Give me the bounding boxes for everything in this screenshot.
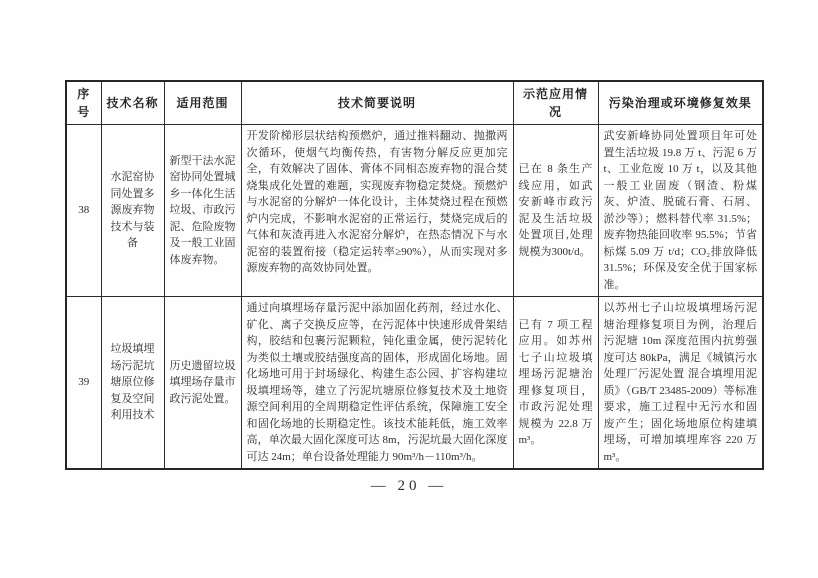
scope-cell: 新型干法水泥窑协同处置城乡一体化生活垃圾、市政污泥、危险废物及一般工业固体废弃物。 xyxy=(164,125,241,297)
tech-name-cell: 垃圾填埋场污泥坑塘原位修复及空间利用技术 xyxy=(101,297,164,470)
technology-table xyxy=(65,80,764,470)
tech-name-cell: 水泥窑协同处置多源废弃物技术与装备 xyxy=(101,125,164,297)
row-index: 38 xyxy=(66,125,101,297)
scope-cell: 历史遗留垃圾填埋场存量市政污泥处置。 xyxy=(164,297,241,470)
effect-cell: 以苏州七子山垃圾填埋场污泥塘治理修复项目为例，治理后污泥塘 10m 深度范围内抗剪强度可达 80kPa，满足《城镇污水处理厂污泥处置 混合填埋用泥质》（GB/T 23485-2009）等标准要求，施工过程中无污水和固废产生；固化场地原位构建填埋场，可增加填埋库容 220 万 m³。 xyxy=(598,297,763,470)
table-row xyxy=(66,297,763,470)
col-header-tech-name: 技术名称 xyxy=(101,81,164,125)
row-index: 39 xyxy=(66,297,101,470)
description-cell: 开发阶梯形层状结构预燃炉，通过推料翻动、抛撒两次循环，使烟气均衡传热，有害物分解反应更加完全，有效解决了固体、膏体不同相态废弃物的混合焚烧集成化处置的难题，实现废弃物稳定焚烧。预燃炉与水泥窑的分解炉一体化设计，主体焚烧过程在预燃炉内完成，不影响水泥窑的正常运行，焚烧完成后的气体和灰渣再进入水泥窑分解炉，在热态情况下与水泥窑的装置衔接（稳定运转率≥90%），从而实现对多源废弃物的高效协同处置。 xyxy=(241,125,513,297)
col-header-description: 技术简要说明 xyxy=(241,81,513,125)
col-header-index: 序号 xyxy=(66,81,101,125)
effect-cell: 武安新峰协同处置项目年可处置生活垃圾 19.8 万 t、污泥 6 万 t、工业危废 10 万 t，以及其他一般工业固废（钢渣、粉煤灰、炉渣、脱硫石膏、石屑、淤沙等）；燃料替代率 31.5%；废弃物热能回收率 95.5%；节省标煤 5.09 万 t/d；CO₂排放降低 31.5%；环保及安全优于国家标准。 xyxy=(598,125,763,297)
application-cell: 已有 7 项工程应用。如苏州七子山垃圾填埋场污泥塘治理修复项目，市政污泥处理规模为 22.8 万 m³。 xyxy=(513,297,598,470)
application-cell: 已在 8 条生产线应用，如武安新峰市政污泥及生活垃圾处置项目,处理规模为300t/d。 xyxy=(513,125,598,297)
page-number: — 20 — xyxy=(370,478,448,494)
table-row xyxy=(66,125,763,297)
description-cell: 通过向填埋场存量污泥中添加固化药剂，经过水化、矿化、离子交换反应等，在污泥体中快速形成骨架结构，胶结和包裹污泥颗粒，钝化重金属，使污泥转化为类似土壤或胶结强度高的固体，形成固化场地。固化场地可用于封场绿化、构建生态公园、扩容构建垃圾填埋场等，建立了污泥坑塘原位修复技术及土地资源空间利用的全周期稳定性评估系统，保障施工安全和固化场地的长期稳定性。该技术能耗低，施工效率高，单次最大固化深度可达 8m，污泥坑最大固化深度可达 24m；单台设备处理能力 90m³/h－110m³/h。 xyxy=(241,297,513,470)
table-header-row xyxy=(66,81,763,125)
col-header-application: 示范应用情况 xyxy=(513,81,598,125)
col-header-effect: 污染治理或环境修复效果 xyxy=(598,81,763,125)
col-header-scope: 适用范围 xyxy=(164,81,241,125)
